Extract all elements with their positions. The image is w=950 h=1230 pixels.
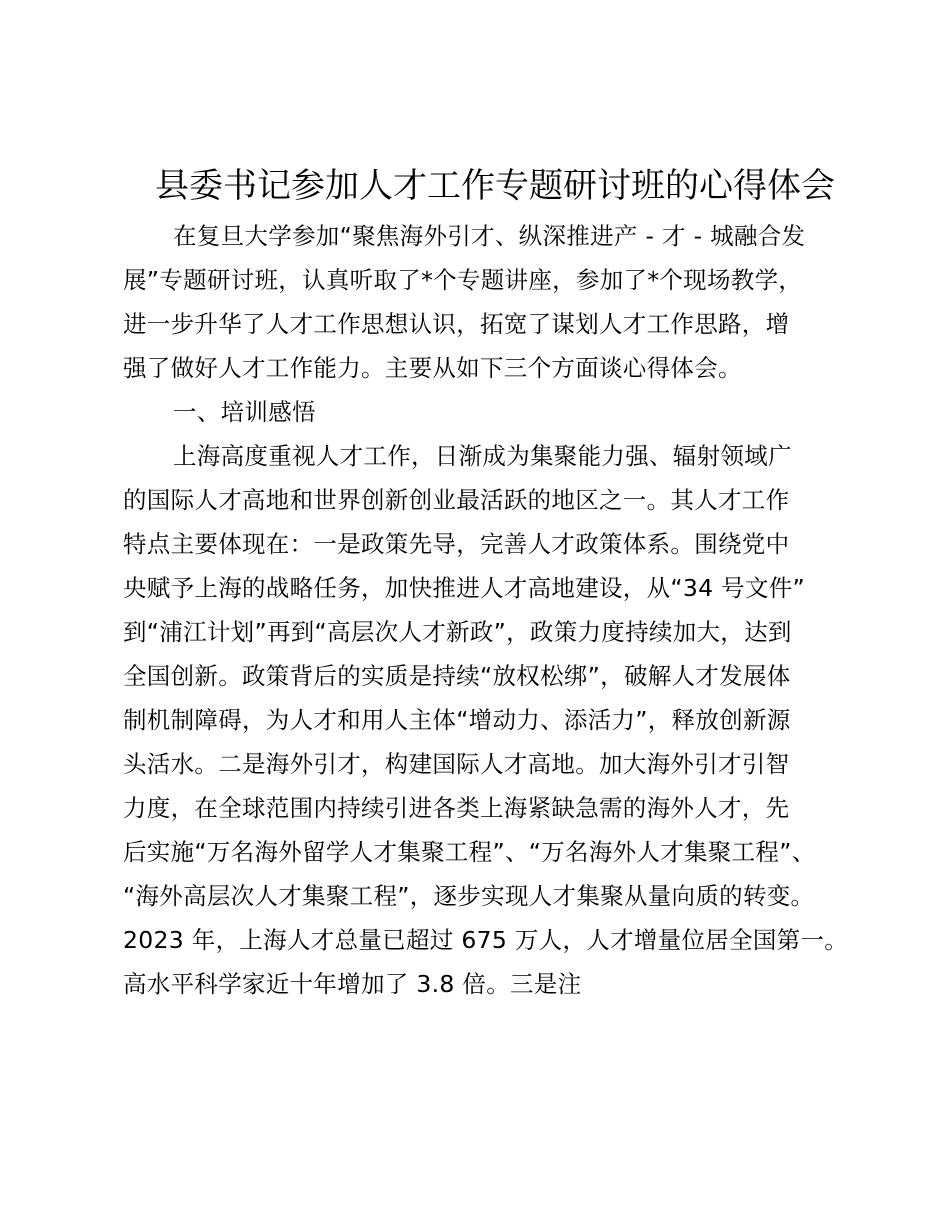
section-heading: 一、培训感悟 (173, 398, 316, 426)
document-title: 县委书记参加人才工作专题研讨班的心得体会 (155, 166, 835, 206)
paragraph-line: 强了做好人才工作能力。主要从如下三个方面谈心得体会。 (123, 354, 742, 382)
paragraph-line: 高水平科学家近十年增加了 3.8 倍。三是注 (123, 970, 582, 998)
paragraph-line: 展”专题研讨班，认真听取了*个专题讲座，参加了*个现场教学， (123, 266, 803, 294)
paragraph-line: 后实施“万名海外留学人才集聚工程”、“万名海外人才集聚工程”、 (123, 838, 816, 866)
paragraph-line: 在复旦大学参加“聚焦海外引才、纵深推进产 - 才 - 城融合发 (173, 222, 806, 250)
paragraph-line: 头活水。二是海外引才，构建国际人才高地。加大海外引才引智 (123, 750, 790, 778)
paragraph-line: 进一步升华了人才工作思想认识，拓宽了谋划人才工作思路，增 (123, 310, 790, 338)
paragraph-line: 力度，在全球范围内持续引进各类上海紧缺急需的海外人才，先 (123, 794, 790, 822)
paragraph-line: 全国创新。政策背后的实质是持续“放权松绑”，破解人才发展体 (123, 662, 791, 690)
paragraph-line: 的国际人才高地和世界创新创业最活跃的地区之一。其人才工作 (123, 486, 790, 514)
paragraph-line: 特点主要体现在：一是政策先导，完善人才政策体系。围绕党中 (123, 530, 790, 558)
paragraph-line: 央赋予上海的战略任务，加快推进人才高地建设，从“34 号文件” (123, 574, 806, 602)
paragraph-line: 到“浦江计划”再到“高层次人才新政”，政策力度持续加大，达到 (123, 618, 792, 646)
paragraph-line: 制机制障碍，为人才和用人主体“增动力、添活力”，释放创新源 (123, 706, 791, 734)
paragraph-line: “海外高层次人才集聚工程”，逐步实现人才集聚从量向质的转变。 (123, 882, 815, 910)
paragraph-line: 上海高度重视人才工作，日渐成为集聚能力强、辐射领域广 (173, 442, 792, 470)
paragraph-line: 2023 年，上海人才总量已超过 675 万人，人才增量位居全国第一。 (123, 926, 849, 954)
